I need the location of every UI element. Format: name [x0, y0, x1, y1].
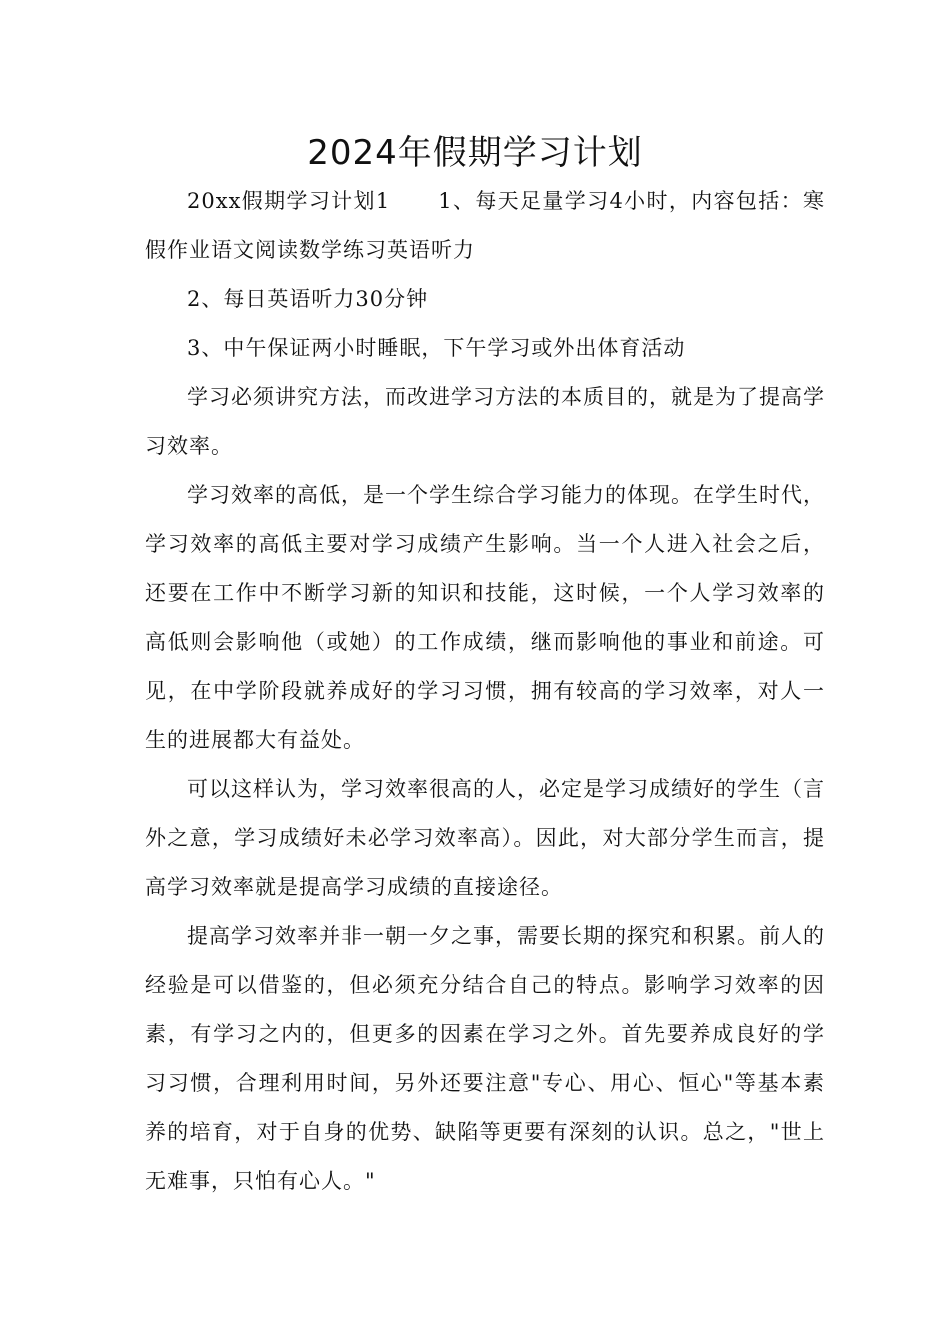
paragraph-1: 学习必须讲究方法，而改进学习方法的本质目的，就是为了提高学习效率。: [145, 385, 825, 458]
intro-heading: 20xx假期学习计划1: [187, 189, 391, 213]
intro-paragraph: [145, 177, 825, 275]
list-item-1: 1、每天足量学习4小时，内容包括：寒假作业语文阅读数学练习英语听力: [145, 189, 825, 262]
document-body: [145, 177, 825, 1206]
list-item-2: 2、每日英语听力30分钟: [187, 287, 429, 311]
paragraph-2: 学习效率的高低，是一个学生综合学习能力的体现。在学生时代，学习效率的高低主要对学习成绩产生影响。当一个人进入社会之后，还要在工作中不断学习新的知识和技能，这时候，一个人学习效率的高低则会影响他（或她）的工作成绩，继而影响他的事业和前途。可见，在中学阶段就养成好的学习习惯，拥有较高的学习效率，对人一生的进展都大有益处。: [145, 483, 825, 752]
paragraph-4: 提高学习效率并非一朝一夕之事，需要长期的探究和积累。前人的经验是可以借鉴的，但必须充分结合自己的特点。影响学习效率的因素，有学习之内的，但更多的因素在学习之外。首先要养成良好的学习习惯，合理利用时间，另外还要注意"专心、用心、恒心"等基本素养的培育，对于自身的优势、缺陷等更要有深刻的认识。总之，"世上无难事，只怕有心人。": [145, 924, 825, 1193]
document-title: 2024年假期学习计划: [307, 133, 643, 173]
list-item-3: 3、中午保证两小时睡眠，下午学习或外出体育活动: [187, 336, 686, 360]
paragraph-3: 可以这样认为，学习效率很高的人，必定是学习成绩好的学生（言外之意，学习成绩好未必学习效率高）。因此，对大部分学生而言，提高学习效率就是提高学习成绩的直接途径。: [145, 777, 825, 899]
